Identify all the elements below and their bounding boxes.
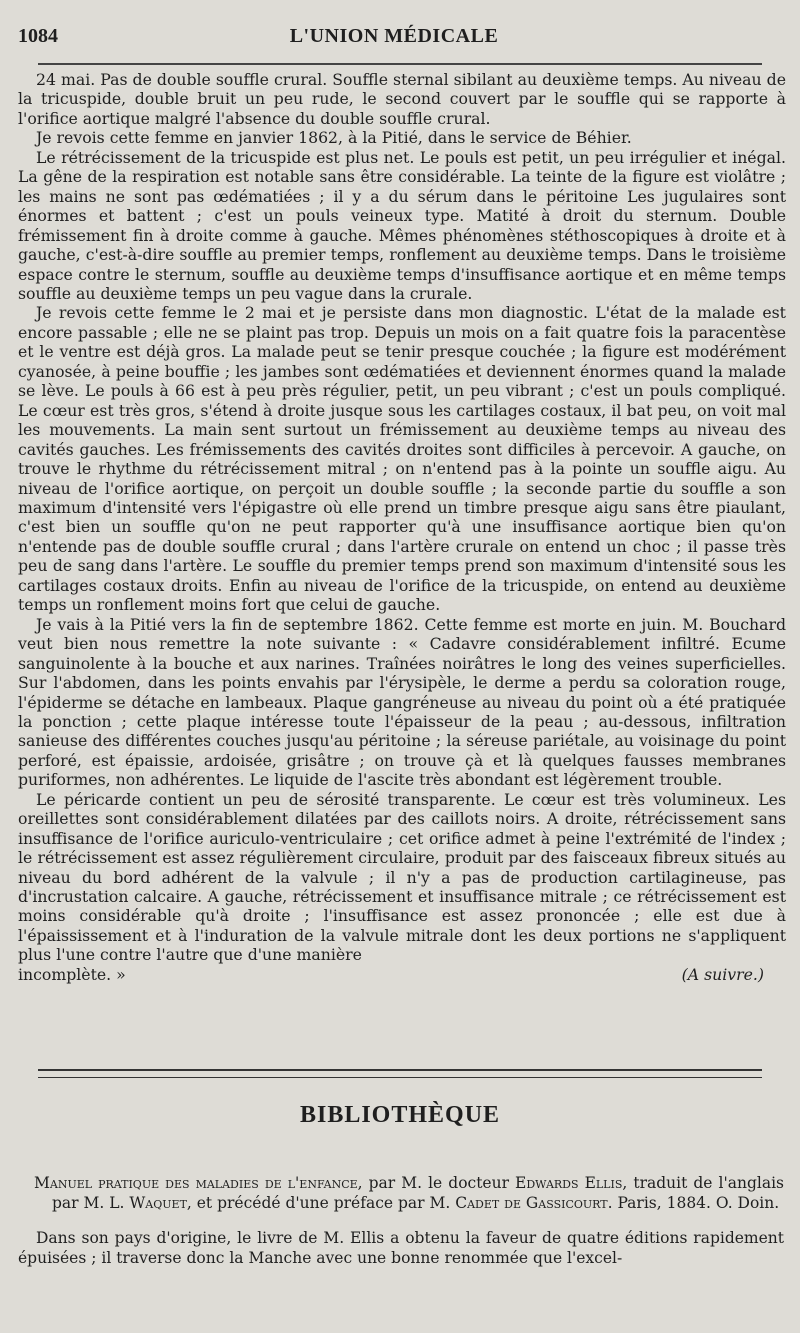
paragraph: Le péricarde contient un peu de sérosité transparente. Le cœur est très volumineux. Les oreillettes sont considérablement dilatées par des caillots noirs. A droite, rétrécissement sans insuffisance de l'orifice auriculo-ventriculaire ; cet orifice admet à peine l'extrémité de l'index ; le rétrécissement est assez régulièrement circulaire, produit par des faisceaux fibreux situés au niveau du bord adhérent de la valvule ; il n'y a pas de production cartilagineuse, pas d'incrustation calcaire. A gauche, rétrécissement et insuffisance mitrale ; ce rétrécissement est moins considérable qu'à droite ; l'insuffisance est assez prononcée ; elle est due à l'épaississement et à l'induration de la valvule mitrale dont les deux portions ne s'appliquent plus l'une contre l'autre que d'une manière — [18, 789, 786, 965]
book-reference — [34, 1174, 784, 1213]
journal-title: L'UNION MÉDICALE — [289, 24, 499, 47]
translator: Waquet — [129, 1193, 187, 1212]
article-body — [18, 70, 786, 984]
header-rule — [38, 63, 762, 65]
paragraph: Je revois cette femme en janvier 1862, à la Pitié, dans le service de Béhier. — [36, 128, 632, 148]
bibliography-section — [18, 1174, 784, 1268]
section-title: BIBLIOTHÈQUE — [299, 1102, 501, 1128]
page-number: 1084 — [18, 24, 58, 47]
section-divider — [38, 1069, 762, 1078]
reference-text: par M. le docteur — [362, 1174, 516, 1192]
book-title: Manuel pratique des maladies de l'enfance, — [34, 1174, 363, 1192]
translation-text: , traduit de l'anglais par M. L. — [52, 1174, 784, 1212]
paragraph: 24 mai. Pas de double souffle crural. Souffle sternal sibilant au deuxième temps. Au niveau de la tricuspide, double bruit un peu rude, le second couvert par le souffle qui se rapporte à l'orifice aortique malgré l'absence du double souffle crural. — [18, 70, 786, 128]
paragraph: Je revois cette femme le 2 mai et je persiste dans mon diagnostic. L'état de la malade est encore passable ; elle ne se plaint pas trop. Depuis un mois on a fait quatre fois la paracentèse et le ventre est déjà gros. La malade peut se tenir presque couchée ; la figure est modérément cyanosée, à peine bouffie ; les jambes sont œdématiées et deviennent énormes quand la malade se lève. Le pouls à 66 est à peu près régulier, petit, un peu vibrant ; c'est un pouls compliqué. Le cœur est très gros, s'étend à droite jusque sous les cartilages costaux, il bat peu, on voit mal les mouvements. La main sent surtout un frémissement au deuxième temps au niveau des cavités gauches. Les frémissements des cavités droites sont difficiles à percevoir. A gauche, on trouve le rhythme du rétrécissement mitral ; on n'entend pas à la pointe un souffle aigu. Au niveau de l'orifice aortique, on perçoit un double souffle ; la seconde partie du souffle a son maximum d'intensité vers l'épigastre où elle prend un timbre presque aigu sans être piaulant, c'est bien un souffle qu'on ne peut rapporter qu'à une insuffisance aortique bien qu'on n'entende pas de double souffle crural ; dans l'artère crurale on entend un choc ; il passe très peu de sang dans l'artère. Le souffle du premier temps prend son maximum d'intensité sous les cartilages costaux droits. Enfin au niveau de l'orifice de la tricuspide, on entend au deuxième temps un ronflement moins fort que celui de gauche. — [18, 303, 786, 615]
review-intro: Dans son pays d'origine, le livre de M. Ellis a obtenu la faveur de quatre éditions rapidement épuisées ; il traverse donc la Manche avec une bonne renommée que l'excel- — [18, 1229, 784, 1267]
closing-text: incomplète. » — [18, 964, 126, 984]
book-author: Edwards Ellis — [515, 1174, 623, 1192]
paragraph: Le rétrécissement de la tricuspide est plus net. Le pouls est petit, un peu irrégulier et inégal. La gêne de la respiration est notable sans être considérable. La teinte de la figure est violâtre ; les mains ne sont pas œdématiées ; il y a du sérum dans le péritoine Les jugulaires sont énormes et battent ; c'est un pouls veineux type. Matité à droit du sternum. Double frémissement fin à droite comme à gauche. Mêmes phénomènes stéthoscopiques à droite et à gauche, c'est-à-dire souffle au premier temps, ronflement au deuxième temps. Dans le troisième espace contre le sternum, souffle au deuxième temps d'insuffisance aortique et en même temps souffle au deuxième temps un peu vague dans la crurale. — [18, 147, 786, 303]
closing-line — [18, 965, 786, 984]
continued-note: (A suivre.) — [681, 964, 764, 984]
page-header — [18, 20, 770, 52]
paragraph: Je vais à la Pitié vers la fin de septembre 1862. Cette femme est morte en juin. M. Bouchard veut bien nous remettre la note suivante : « Cadavre considérablement infiltré. Ecume sanguinolente à la bouche et aux narines. Traînées noirâtres le long des veines superficielles. Sur l'abdomen, dans les points envahis par l'érysipèle, le derme a perdu sa coloration rouge, l'épiderme se détache en lambeaux. Plaque gangréneuse au niveau du point où a été pratiquée la ponction ; cette plaque intéresse toute l'épaisseur de la peau ; au-dessous, infiltration sanieuse des différentes couches jusqu'au péritoine ; la séreuse pariétale, au voisinage du point perforé, est épaissie, ardoisée, grisâtre ; on trouve çà et là quelques fausses membranes puriformes, non adhérentes. Le liquide de l'ascite très abondant est légèrement trouble. — [18, 614, 786, 790]
publication-info: . Paris, 1884. O. Doin. — [607, 1193, 780, 1212]
preface-author: Cadet de Gassicourt — [455, 1193, 608, 1212]
preface-text: , et précédé d'une préface par M. — [186, 1193, 456, 1212]
